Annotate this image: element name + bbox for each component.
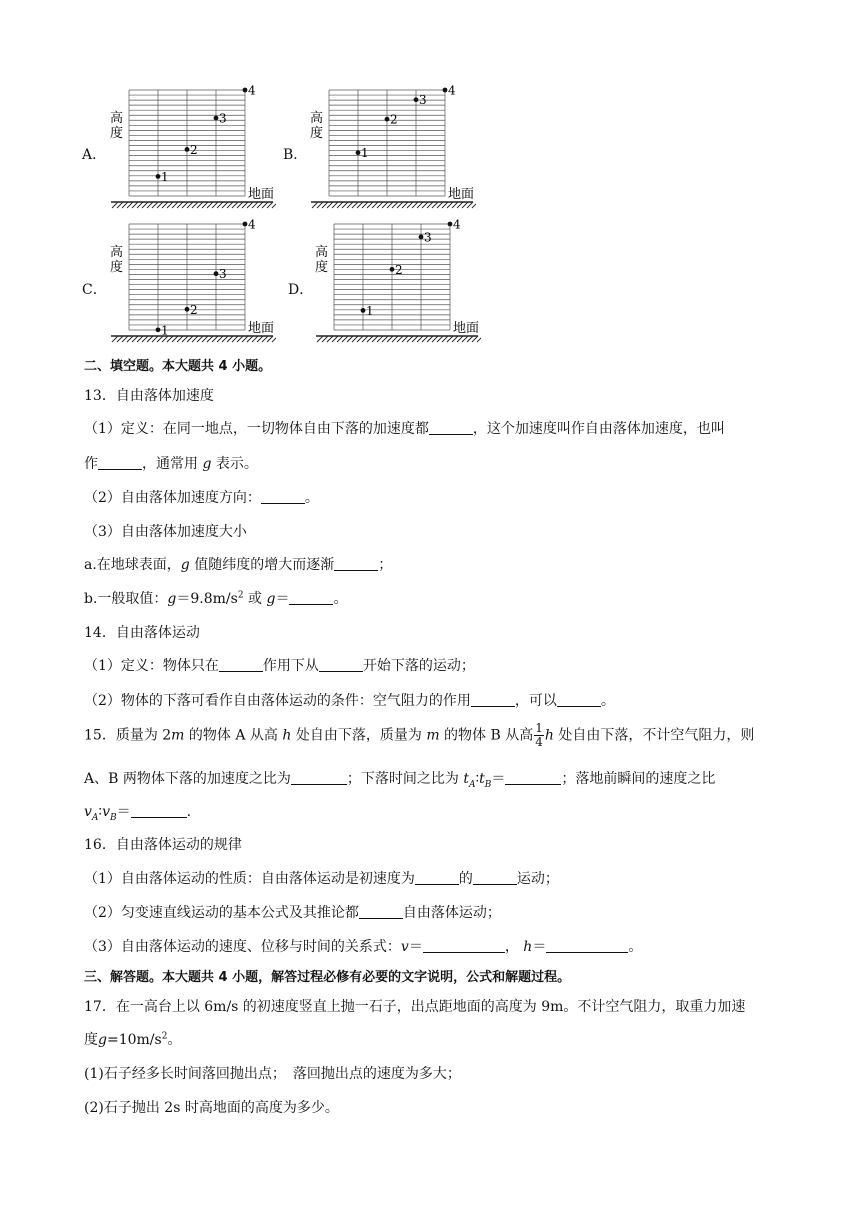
position-dot-1 <box>356 150 361 155</box>
position-number-4: 4 <box>248 84 256 98</box>
ground-label: 地面 <box>248 187 275 202</box>
answer-blank[interactable] <box>131 803 187 818</box>
section-3-heading: 三、解答题。本大题共 4 小题，解答过程必修有必要的文字说明，公式和解题过程。 <box>84 970 571 985</box>
q17-line1: 17．在一高台上以 6m/s 的初速度竖直上抛一石子，出点距地面的高度为 9m。不计空气阻力，取重力加速 <box>84 999 746 1015</box>
position-number-2: 2 <box>395 262 403 277</box>
q13-direction: （2）自由落体加速度方向： 。 <box>84 490 319 506</box>
position-number-3: 3 <box>219 267 227 282</box>
answer-blank[interactable] <box>557 692 601 707</box>
answer-blank[interactable] <box>473 870 517 885</box>
answer-blank[interactable] <box>291 770 347 785</box>
q13-def-line2: 作 ，通常用 g 表示。 <box>84 456 258 472</box>
height-label-top: 高 <box>310 111 324 126</box>
position-dot-4 <box>243 222 248 227</box>
answer-blank[interactable] <box>505 770 561 785</box>
option-label-a: A． <box>82 147 107 163</box>
height-label-bottom: 度 <box>310 126 324 141</box>
position-dot-2 <box>390 267 395 272</box>
position-dot-4 <box>443 88 448 93</box>
q17-line2: 度$g=10m/s^2$。 <box>84 1031 182 1048</box>
ground-hatching <box>112 202 276 208</box>
position-number-3: 3 <box>219 111 227 126</box>
ground-hatching <box>312 202 476 208</box>
fraction-one-quarter: $\frac{1}{4}$ <box>535 721 543 749</box>
answer-blank[interactable] <box>546 938 628 953</box>
answer-blank[interactable] <box>415 870 459 885</box>
q14-def: （1）定义：物体只在 作用下从 开始下落的运动； <box>84 658 475 674</box>
answer-blank[interactable] <box>429 420 473 435</box>
position-number-4: 4 <box>453 218 461 232</box>
section-2-heading: 二、填空题。本大题共 4 小题。 <box>84 359 272 374</box>
height-label-top: 高 <box>315 245 329 260</box>
ground-label: 地面 <box>248 321 275 336</box>
diagram-d <box>313 218 481 348</box>
grid <box>329 90 445 196</box>
answer-blank[interactable] <box>359 904 403 919</box>
position-number-3: 3 <box>424 230 432 245</box>
diagram-b <box>308 84 476 214</box>
position-number-4: 4 <box>248 218 256 232</box>
ground-hatching <box>112 336 276 342</box>
q14-title: 14．自由落体运动 <box>84 625 200 641</box>
position-dot-1 <box>156 174 161 179</box>
q16-nature: （1）自由落体运动的性质：自由落体运动是初速度为 的 运动； <box>84 871 559 887</box>
q15-line1: 15．质量为 2m 的物体 A 从高 h 处自由下落，质量为 m 的物体 B 从高 $\frac{1}{4}$ h 处自由下落，不计空气阻力，则 <box>84 721 755 749</box>
height-label-bottom: 度 <box>110 260 124 275</box>
q16-title: 16．自由落体运动的规律 <box>84 837 242 853</box>
position-dot-4 <box>448 222 453 227</box>
q16-formulas: （2）匀变速直线运动的基本公式及其推论都 自由落体运动； <box>84 905 501 921</box>
grid <box>334 224 450 330</box>
position-number-2: 2 <box>190 142 198 157</box>
q17-sub2: (2)石子抛出 2s 时高地面的高度为多少。 <box>84 1100 339 1116</box>
position-number-2: 2 <box>390 112 398 127</box>
q15-line3: $v_A∶v_B=$ . <box>84 804 192 823</box>
answer-blank[interactable] <box>334 556 378 571</box>
position-number-3: 3 <box>419 93 427 108</box>
position-dot-2 <box>185 147 190 152</box>
answer-blank[interactable] <box>319 657 363 672</box>
answer-blank[interactable] <box>423 938 505 953</box>
height-label-bottom: 度 <box>110 126 124 141</box>
position-dot-3 <box>414 97 419 102</box>
ground-hatching <box>317 336 481 342</box>
q15-line2: A、B 两物体下落的加速度之比为 ；下落时间之比为 $t_A∶t_B=$ ；落地前瞬间的速度之比 <box>84 771 716 790</box>
grid <box>129 90 245 196</box>
answer-blank[interactable] <box>98 455 142 470</box>
diagram-c <box>108 218 276 348</box>
answer-blank[interactable] <box>219 657 263 672</box>
position-dot-2 <box>185 307 190 312</box>
q13-def-line1: （1）定义：在同一地点，一切物体自由下落的加速度都 ，这个加速度叫作自由落体加速度，也叫 <box>84 421 725 437</box>
answer-blank[interactable] <box>261 489 305 504</box>
answer-blank[interactable] <box>471 692 515 707</box>
option-label-c: C． <box>82 282 107 298</box>
position-number-1: 1 <box>361 146 369 161</box>
option-label-d: D． <box>288 282 314 298</box>
q13-item-a: a.在地球表面，g 值随纬度的增大而逐渐 ； <box>84 557 393 573</box>
position-number-1: 1 <box>366 303 374 318</box>
q14-condition: （2）物体的下落可看作自由落体运动的条件：空气阻力的作用 ，可以 。 <box>84 693 615 709</box>
q13-item-b: b.一般取值：$g=9.8m/s^2$ 或 g＝ 。 <box>84 590 348 607</box>
height-label-bottom: 度 <box>315 260 329 275</box>
grid <box>129 224 245 330</box>
position-dot-2 <box>385 117 390 122</box>
position-dot-3 <box>214 116 219 121</box>
ground-label: 地面 <box>448 187 475 202</box>
height-label-top: 高 <box>110 245 124 260</box>
q13-title: 13．自由落体加速度 <box>84 388 214 404</box>
q13-magnitude-title: （3）自由落体加速度大小 <box>84 524 247 540</box>
ground-label: 地面 <box>453 321 480 336</box>
position-number-2: 2 <box>190 302 198 317</box>
position-number-1: 1 <box>161 169 169 184</box>
position-number-4: 4 <box>448 84 456 98</box>
position-dot-1 <box>156 327 161 332</box>
option-label-b: B． <box>283 147 308 163</box>
height-label-top: 高 <box>110 111 124 126</box>
position-dot-3 <box>419 235 424 240</box>
position-dot-4 <box>243 88 248 93</box>
position-number-1: 1 <box>161 323 169 338</box>
answer-blank[interactable] <box>289 590 333 605</box>
position-dot-3 <box>214 271 219 276</box>
q17-sub1: (1)石子经多长时间落回抛出点； 落回抛出点的速度为多大； <box>84 1066 461 1082</box>
q16-relations: （3）自由落体运动的速度、位移与时间的关系式：v＝ ， h＝ 。 <box>84 939 643 955</box>
position-dot-1 <box>361 308 366 313</box>
diagram-a <box>108 84 276 214</box>
